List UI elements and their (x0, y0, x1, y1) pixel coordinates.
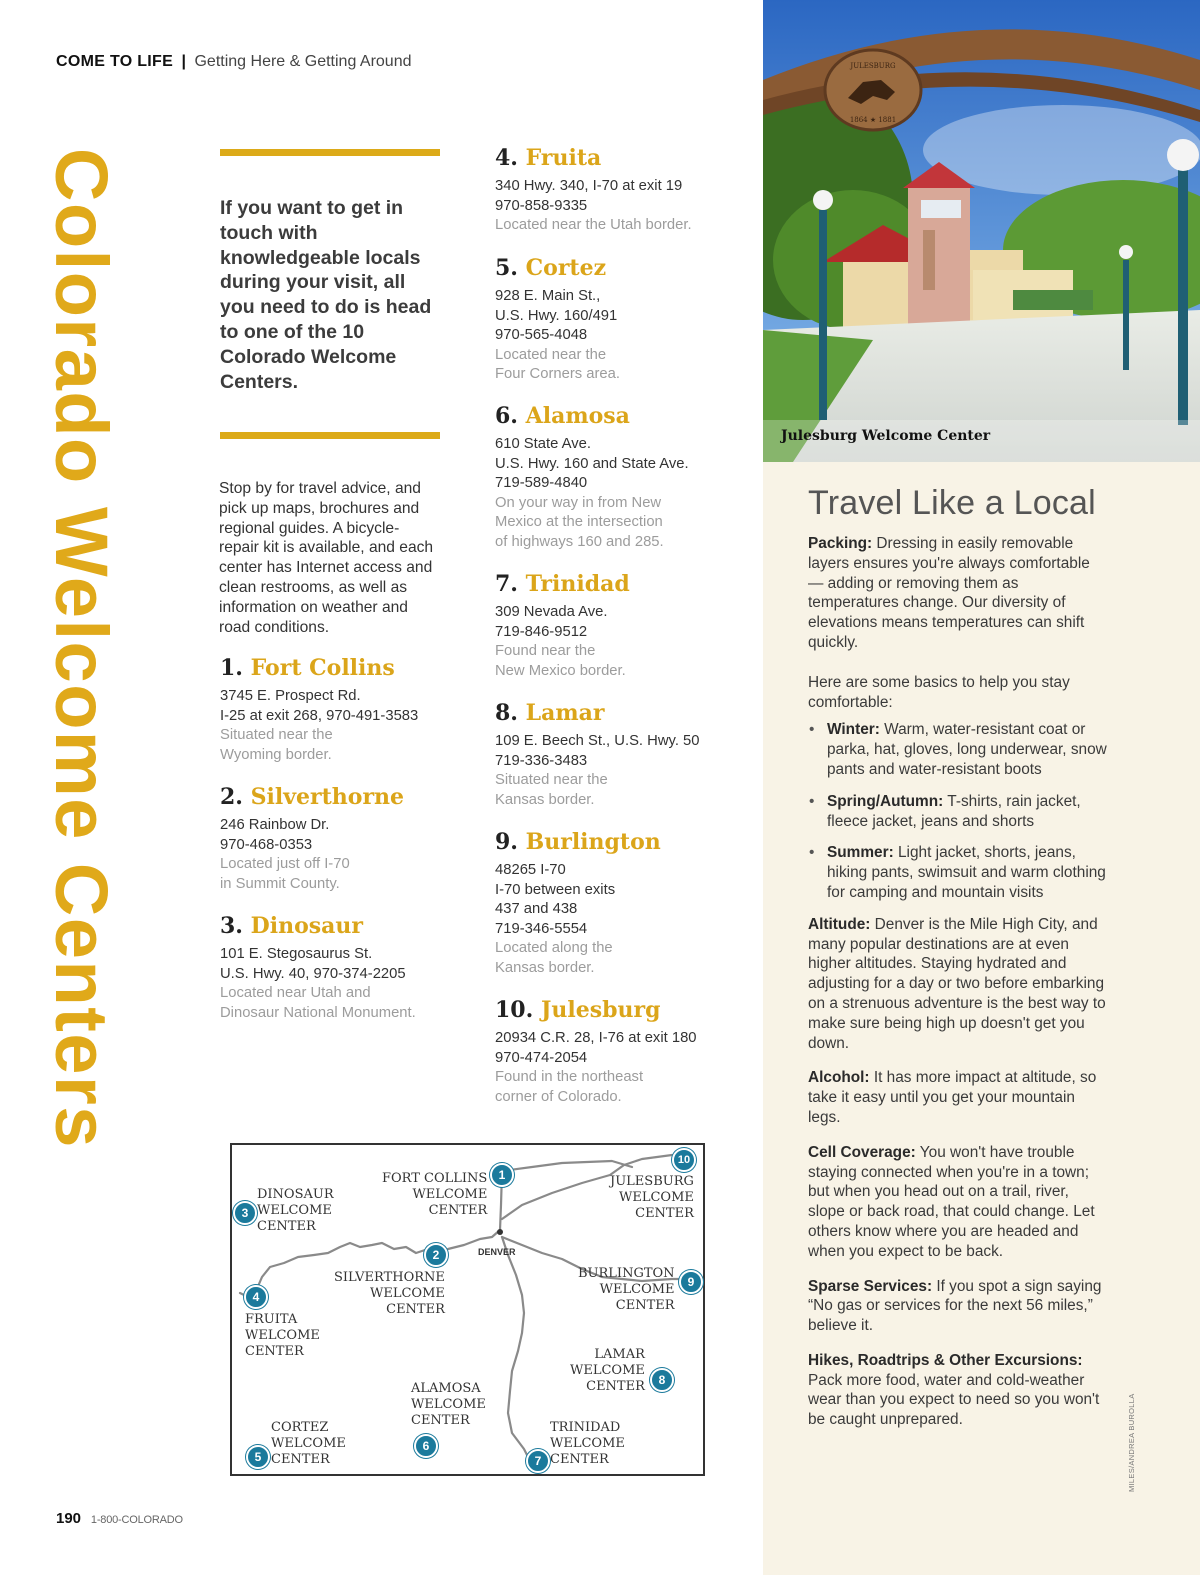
map-label-line: CORTEZ (271, 1420, 329, 1435)
welcome-center-entry (220, 913, 416, 1023)
center-note-line: Dinosaur National Monument. (220, 1004, 416, 1021)
center-name: Fort Collins (250, 655, 395, 681)
map-label-line: ALAMOSA (411, 1381, 481, 1396)
photo-credit-text: MILES/ANDREA BUROLLA (1127, 1393, 1136, 1492)
welcome-center-entry (495, 829, 661, 979)
center-note-line: Located near Utah and (220, 985, 371, 1002)
center-address-line: I-70 between exits (495, 881, 616, 898)
welcome-center-entry (495, 700, 700, 810)
center-address-line: 340 Hwy. 340, I-70 at exit 19 (495, 178, 683, 194)
hikes-label: Hikes, Roadtrips & Other Excursions: (808, 1351, 1083, 1369)
center-heading (495, 700, 700, 726)
center-address-line: U.S. Hwy. 40, 970-374-2205 (220, 965, 406, 982)
map-label-line: WELCOME (619, 1190, 694, 1205)
alcohol-label: Alcohol: (808, 1069, 870, 1087)
center-note-line: Found in the northeast (495, 1069, 644, 1086)
photo-illustration (763, 0, 1200, 462)
center-note-line: Wyoming border. (220, 746, 332, 763)
center-note-line: Mexico at the intersection (495, 514, 663, 531)
colorado-map (230, 1143, 705, 1476)
center-note-line: Situated near the (495, 772, 608, 789)
map-label-line: WELCOME (599, 1282, 675, 1297)
welcome-center-entry (495, 997, 697, 1107)
center-number: 8. (495, 700, 518, 726)
center-name: Lamar (525, 700, 605, 726)
gold-divider-top (220, 149, 440, 156)
map-pin[interactable]: 6 (414, 1434, 438, 1458)
center-address-line: U.S. Hwy. 160/491 (495, 307, 618, 324)
center-note-line: Located near the Utah border. (495, 217, 692, 234)
center-note-line: Located along the (495, 940, 613, 957)
packing-text: Dressing in easily removable layers ensures you're always comfortable — adding or removing them as temperatures change. Our diversity of elevations means temperatures can shift quickly. (808, 535, 1090, 651)
bullet-label: Spring/Autumn: (827, 792, 944, 810)
center-note-line: corner of Colorado. (495, 1088, 622, 1105)
cell-text: You won't have trouble staying connected when you're in a town; but when you head out on a trail, river, slope or back road, that could change. Let others know where you are headed and when you expect to be back. (808, 1143, 1095, 1260)
map-label-line: WELCOME (271, 1436, 346, 1451)
vertical-title (40, 148, 123, 1228)
packing-label: Packing: (808, 535, 873, 552)
map-label (334, 1270, 445, 1318)
packing-tip (808, 534, 1108, 653)
page-footer (56, 1510, 183, 1527)
center-address-line: 437 and 438 (495, 901, 578, 918)
list-item (827, 843, 1108, 902)
bullet-label: Winter: (827, 721, 880, 739)
sparse-label: Sparse Services: (808, 1277, 933, 1295)
center-address-line: 719-589-4840 (495, 475, 588, 492)
sparse-text: If you spot a sign saying “No gas or services for the next 56 miles,” believe it. (808, 1277, 1102, 1335)
center-heading (495, 255, 620, 281)
welcome-center-entry (220, 655, 418, 765)
gold-divider-bottom (220, 432, 440, 439)
map-label (570, 1347, 645, 1395)
center-note-line: Kansas border. (495, 791, 595, 808)
map-label-line: CENTER (550, 1452, 609, 1467)
welcome-center-entry (495, 255, 620, 385)
map-pin[interactable]: 2 (424, 1243, 448, 1267)
section-label: COME TO LIFE (56, 53, 174, 70)
map-label-line: WELCOME (550, 1436, 625, 1451)
map-label (411, 1381, 486, 1429)
hikes-tip (808, 1351, 1108, 1430)
center-note-line: Found near the (495, 643, 596, 660)
page-number: 190 (56, 1510, 82, 1527)
map-label-line: BURLINGTON (578, 1266, 675, 1281)
center-address-line: 109 E. Beech St., U.S. Hwy. 50 (495, 733, 700, 749)
map-label-line: SILVERTHORNE (334, 1270, 445, 1285)
map-label (271, 1420, 346, 1468)
center-heading (220, 913, 416, 939)
map-pin[interactable]: 7 (526, 1449, 550, 1473)
map-label-line: WELCOME (257, 1203, 332, 1218)
map-label (257, 1187, 334, 1235)
center-name: Julesburg (540, 997, 661, 1023)
center-address-line: U.S. Hwy. 160 and State Ave. (495, 455, 689, 472)
altitude-label: Altitude: (808, 915, 871, 933)
map-label (550, 1420, 625, 1468)
vertical-title-text: Colorado Welcome Centers (40, 148, 123, 1149)
center-heading (220, 784, 404, 810)
map-pin[interactable]: 9 (679, 1270, 703, 1294)
center-address-line: 20934 C.R. 28, I-76 at exit 180 (495, 1030, 697, 1046)
sparse-tip (808, 1277, 1108, 1336)
center-address-line: 719-346-5554 (495, 920, 588, 937)
center-note-line: of highways 160 and 285. (495, 533, 664, 550)
map-label (610, 1174, 694, 1222)
center-name: Trinidad (525, 571, 630, 597)
center-heading (495, 571, 630, 597)
map-label-line: CENTER (411, 1413, 470, 1428)
center-address-line: 970-468-0353 (220, 836, 313, 853)
center-heading (495, 403, 689, 429)
map-label (245, 1312, 320, 1360)
bullet-text: Light jacket, shorts, jeans, hiking pants, swimsuit and warm clothing for camping and mountain visits (827, 844, 1106, 901)
map-pin[interactable]: 5 (246, 1445, 270, 1469)
center-note-line: Situated near the (220, 727, 333, 744)
center-name: Fruita (525, 145, 602, 171)
alcohol-tip (808, 1068, 1108, 1127)
julesburg-photo (763, 0, 1200, 462)
center-heading (495, 997, 697, 1023)
page-header (56, 53, 412, 71)
map-label-line: JULESBURG (610, 1174, 694, 1189)
center-address-line: 246 Rainbow Dr. (220, 817, 330, 833)
basics-intro: Here are some basics to help you stay comfortable: (808, 673, 1070, 711)
section-subtitle: Getting Here & Getting Around (194, 53, 412, 70)
center-number: 6. (495, 403, 518, 429)
body-text: Stop by for travel advice, and pick up maps, brochures and regional guides. A bicycle-repair kit is available, and each center has Internet access and clean restrooms, as well as information on weather and road conditions. (219, 480, 434, 636)
bullet-label: Summer: (827, 844, 894, 862)
map-label-line: WELCOME (370, 1286, 445, 1301)
center-number: 4. (495, 145, 518, 171)
center-name: Alamosa (525, 403, 630, 429)
map-label-line: CENTER (245, 1344, 304, 1359)
center-number: 5. (495, 255, 518, 281)
map-label-line: FORT COLLINS (382, 1171, 488, 1186)
center-number: 3. (220, 913, 243, 939)
clothing-list (808, 720, 1108, 902)
map-pin[interactable]: 8 (650, 1368, 674, 1392)
sidebar-content (808, 534, 1108, 1445)
map-label-line: DINOSAUR (257, 1187, 334, 1202)
header-separator: | (181, 53, 187, 70)
center-number: 7. (495, 571, 518, 597)
map-label-line: WELCOME (570, 1363, 645, 1378)
alcohol-text: It has more impact at altitude, so take it easy until you get your mountain legs. (808, 1069, 1097, 1126)
center-note-line: On your way in from New (495, 494, 662, 511)
center-name: Silverthorne (250, 784, 405, 810)
center-address-line: 928 E. Main St., (495, 288, 601, 304)
hikes-text: Pack more food, water and cold-weather wear than you expect to need so you won't be caught unprepared. (808, 1371, 1100, 1429)
map-label-line: FRUITA (245, 1312, 298, 1327)
denver-label: DENVER (478, 1247, 516, 1257)
sign-years: 1864 ★ 1881 (849, 116, 897, 124)
center-note-line: Located near the (495, 346, 607, 363)
map-label-line: CENTER (271, 1452, 330, 1467)
map-label-line: LAMAR (594, 1347, 645, 1362)
center-number: 2. (220, 784, 243, 810)
bullet-text: Warm, water-resistant coat or parka, hat, gloves, long underwear, snow pants and water-resistant boots (827, 721, 1107, 778)
center-address-line: I-25 at exit 268, 970-491-3583 (220, 707, 419, 724)
map-pin[interactable]: 4 (244, 1285, 268, 1309)
center-address-line: 48265 I-70 (495, 862, 566, 878)
center-address-line: 970-565-4048 (495, 327, 588, 344)
list-item (827, 720, 1108, 779)
altitude-text: Denver is the Mile High City, and many popular destinations are at even higher altitudes. Staying hydrated and adjusting for a day or two before embarking on a strenuous adventure is the best way to make sure being high up doesn't get you down. (808, 915, 1106, 1052)
map-label-line: WELCOME (412, 1187, 488, 1202)
center-note-line: Kansas border. (495, 959, 595, 976)
photo-credit (1117, 1380, 1136, 1500)
map-label-line: CENTER (615, 1298, 675, 1313)
center-number: 9. (495, 829, 518, 855)
map-pin[interactable]: 3 (233, 1201, 257, 1225)
map-label-line: CENTER (635, 1206, 694, 1221)
center-address-line: 309 Nevada Ave. (495, 604, 608, 620)
welcome-center-entry (495, 403, 689, 553)
cell-tip (808, 1143, 1108, 1262)
map-label-line: CENTER (386, 1302, 445, 1317)
intro-text: If you want to get in touch with knowledgeable locals during your visit, all you need to do is head to one of the 10 Colorado Welcome Centers. (220, 197, 432, 393)
center-number: 10. (495, 997, 534, 1023)
center-name: Burlington (525, 829, 661, 855)
map-label (382, 1171, 487, 1219)
list-item (827, 792, 1108, 832)
center-heading (495, 829, 661, 855)
phone-number: 1-800-COLORADO (90, 1514, 183, 1526)
center-address-line: 610 State Ave. (495, 436, 591, 452)
center-heading (495, 145, 692, 171)
sidebar-title: Travel Like a Local (808, 484, 1096, 522)
map-pin[interactable]: 10 (672, 1148, 696, 1172)
center-note-line: in Summit County. (220, 875, 340, 892)
center-address-line: 970-474-2054 (495, 1049, 588, 1066)
center-address-line: 719-336-3483 (495, 752, 588, 769)
center-note-line: Four Corners area. (495, 366, 621, 383)
center-name: Cortez (525, 255, 607, 281)
welcome-center-entry (220, 784, 404, 894)
map-label (578, 1266, 675, 1314)
center-number: 1. (220, 655, 243, 681)
cell-label: Cell Coverage: (808, 1143, 916, 1161)
map-label-line: WELCOME (245, 1328, 320, 1343)
center-address-line: 3745 E. Prospect Rd. (220, 688, 361, 704)
welcome-center-entry (495, 145, 692, 236)
sign-text: JULESBURG (850, 62, 896, 70)
map-pin[interactable]: 1 (490, 1163, 514, 1187)
map-label-line: WELCOME (411, 1397, 486, 1412)
altitude-tip (808, 915, 1108, 1054)
center-name: Dinosaur (250, 913, 363, 939)
center-address-line: 970-858-9335 (495, 197, 588, 214)
map-label-line: CENTER (428, 1203, 488, 1218)
map-label-line: CENTER (257, 1219, 316, 1234)
bullet-text: T-shirts, rain jacket, fleece jacket, jeans and shorts (827, 792, 1081, 830)
map-label-line: CENTER (586, 1379, 645, 1394)
welcome-center-entry (495, 571, 630, 681)
center-address-line: 101 E. Stegosaurus St. (220, 946, 373, 962)
center-heading (220, 655, 418, 681)
center-address-line: 719-846-9512 (495, 623, 588, 640)
center-note-line: New Mexico border. (495, 662, 626, 679)
map-label-line: TRINIDAD (550, 1420, 621, 1435)
center-note-line: Located just off I-70 (220, 856, 350, 873)
photo-caption: Julesburg Welcome Center (781, 428, 991, 444)
